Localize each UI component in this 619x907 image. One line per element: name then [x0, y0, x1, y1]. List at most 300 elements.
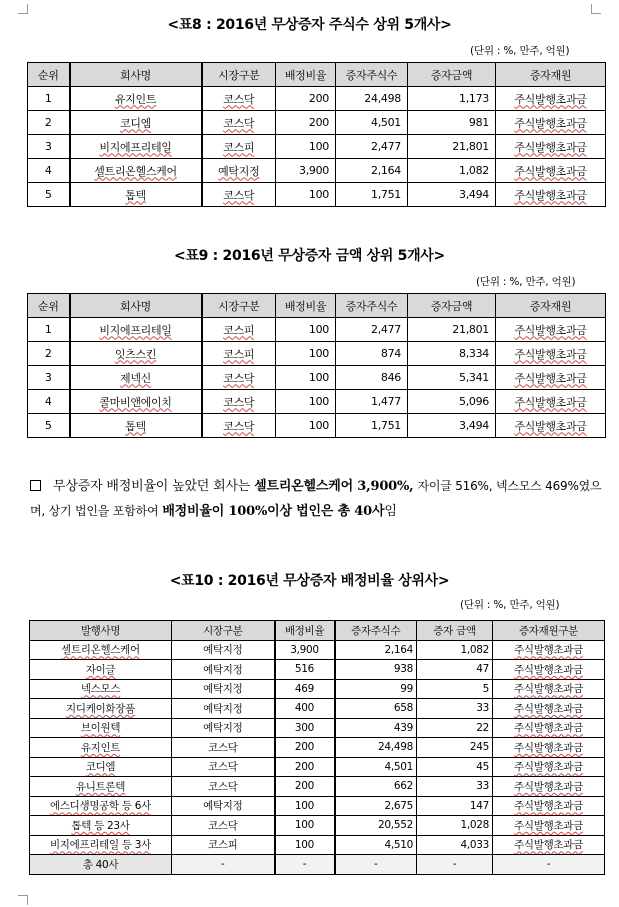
table-cell	[202, 414, 276, 438]
cell-text: 100	[294, 819, 315, 832]
table-cell	[30, 660, 172, 680]
cell-text: 1,173	[459, 92, 489, 105]
table-cell	[28, 390, 70, 414]
table-cell	[493, 679, 605, 699]
cell-text: 100	[308, 395, 329, 408]
table-row	[30, 718, 605, 738]
table-row	[30, 679, 605, 699]
table-cell	[202, 111, 276, 135]
table-cell	[275, 796, 335, 816]
cell-text: 제넥신	[120, 371, 151, 385]
table-cell	[336, 390, 408, 414]
cell-text: 21,801	[452, 140, 489, 153]
table-cell	[335, 855, 417, 875]
cell-text: 2	[44, 347, 52, 360]
cell-text: 439	[393, 721, 413, 734]
cell-text: 비지에프리테일	[99, 323, 172, 337]
cell-text: 톱텍	[125, 188, 146, 202]
cell-text: 516	[294, 663, 315, 676]
cell-text: 662	[393, 780, 413, 793]
table9-title: <표9 : 2016년 무상증자 금액 상위 5개사>	[174, 248, 445, 264]
table-cell	[493, 718, 605, 738]
table-cell	[417, 718, 493, 738]
cell-text: 400	[294, 702, 315, 715]
table-cell	[417, 757, 493, 777]
column-header: 순위	[28, 63, 70, 87]
table-cell	[335, 699, 417, 719]
table-cell	[275, 855, 335, 875]
cell-text: 1,477	[371, 395, 401, 408]
cell-text: 코스닥	[207, 761, 238, 774]
table-cell	[336, 159, 408, 183]
table-cell	[30, 757, 172, 777]
cell-text: 예탁지정	[203, 663, 243, 676]
cell-text: 코스닥	[207, 780, 238, 793]
table-cell	[417, 640, 493, 660]
cell-text: 21,801	[452, 323, 489, 336]
cell-text: 5	[44, 419, 52, 432]
cell-text: 3,900	[290, 643, 319, 656]
cell-text: 22	[476, 721, 489, 734]
cell-text: 45	[476, 760, 489, 773]
cell-text: 300	[294, 721, 315, 734]
table-row	[28, 366, 606, 390]
cell-text: 100	[308, 188, 329, 201]
cell-text: 2,477	[371, 323, 401, 336]
table-row	[28, 183, 606, 207]
cell-text: 코스피	[207, 839, 238, 852]
column-header: 증자금액	[408, 63, 496, 87]
column-header: 증자주식수	[335, 621, 417, 641]
table-cell	[496, 366, 606, 390]
table10-title: <표10 : 2016년 무상증자 배정비율 상위사>	[169, 573, 450, 589]
table-cell	[172, 660, 275, 680]
table-cell	[335, 679, 417, 699]
table-row	[28, 318, 606, 342]
table-cell	[496, 342, 606, 366]
cell-text: 주식발행초과금	[514, 839, 583, 852]
cell-text: 주식발행초과금	[514, 741, 583, 754]
cell-text: 코스닥	[223, 395, 255, 409]
table-cell	[417, 738, 493, 758]
table-cell	[493, 855, 605, 875]
page-corner-mark	[591, 4, 601, 14]
cell-text: 1,082	[460, 643, 489, 656]
cell-text: 100	[308, 347, 329, 360]
table-cell	[496, 183, 606, 207]
table-cell	[30, 777, 172, 797]
cell-text: 톱텍	[125, 419, 146, 433]
table-cell	[30, 855, 172, 875]
table-cell	[172, 835, 275, 855]
cell-text: 주식발행초과금	[514, 800, 583, 813]
cell-text: 잇츠스킨	[114, 347, 157, 361]
cell-text: 주식발행초과금	[514, 819, 583, 832]
table-cell	[493, 777, 605, 797]
cell-text: 주식발행초과금	[514, 663, 583, 676]
checkbox-bullet-icon	[30, 480, 41, 491]
cell-text: 브이원텍	[80, 722, 121, 735]
table-cell	[276, 87, 336, 111]
cell-text: 100	[308, 140, 329, 153]
cell-text: 예탁지정	[203, 683, 243, 696]
table-cell	[493, 738, 605, 758]
table-cell	[496, 87, 606, 111]
cell-text: 981	[468, 116, 489, 129]
table-row	[30, 640, 605, 660]
cell-text: 예탁지정	[203, 800, 243, 813]
table-cell	[28, 414, 70, 438]
cell-text: 2,164	[384, 643, 413, 656]
cell-text: 33	[476, 780, 489, 793]
cell-text: 4,510	[384, 838, 413, 851]
column-header: 증자 금액	[417, 621, 493, 641]
cell-text: 469	[294, 682, 315, 695]
cell-text: 100	[308, 323, 329, 336]
table-cell	[70, 183, 202, 207]
cell-text: 2,477	[371, 140, 401, 153]
cell-text: 주식발행초과금	[514, 683, 583, 696]
cell-text: 200	[294, 760, 315, 773]
table-cell	[493, 796, 605, 816]
table-row	[28, 87, 606, 111]
cell-text: 셀트리온헬스케어	[61, 644, 140, 657]
table-cell	[172, 757, 275, 777]
cell-text: 예탁지정	[203, 644, 243, 657]
cell-text: 20,552	[378, 819, 413, 832]
table-cell	[408, 318, 496, 342]
cell-text: 100	[308, 419, 329, 432]
table8-header	[28, 63, 606, 87]
table-cell	[70, 87, 202, 111]
column-header: 증자재원구분	[493, 621, 605, 641]
cell-text: 5	[44, 188, 52, 201]
table-cell	[493, 757, 605, 777]
table10-header	[30, 621, 605, 641]
cell-text: 예탁지정	[203, 702, 243, 715]
cell-text: 비지에프리테일 등 3사	[49, 839, 152, 852]
table-cell	[276, 111, 336, 135]
column-header: 배정비율	[276, 63, 336, 87]
cell-text: 유니트론텍	[75, 780, 126, 793]
table-cell	[335, 640, 417, 660]
table-cell	[408, 390, 496, 414]
cell-text: 주식발행초과금	[514, 419, 587, 433]
cell-text: 코스닥	[223, 188, 255, 202]
table-cell	[276, 159, 336, 183]
table-cell	[276, 135, 336, 159]
table-cell	[496, 390, 606, 414]
table-cell	[496, 111, 606, 135]
table-cell	[276, 318, 336, 342]
table-cell	[417, 660, 493, 680]
table8-unit: (단위 : %, 만주, 억원)	[470, 45, 570, 57]
table-cell	[275, 718, 335, 738]
table-cell	[70, 111, 202, 135]
cell-text: 비지에프리테일	[99, 140, 172, 154]
table-row	[30, 777, 605, 797]
table-cell	[408, 342, 496, 366]
table-cell	[202, 366, 276, 390]
table-cell	[276, 414, 336, 438]
cell-text: 1,751	[371, 419, 401, 432]
paragraph-bold-2: 배정비율이 100%이상 법인은 총 40사	[162, 504, 385, 519]
table-cell	[70, 159, 202, 183]
cell-text: 주식발행초과금	[514, 722, 583, 735]
table-cell	[335, 816, 417, 836]
table-cell	[496, 159, 606, 183]
column-header: 증자금액	[408, 294, 496, 318]
summary-paragraph	[30, 474, 605, 524]
table-cell	[30, 738, 172, 758]
table-cell	[30, 796, 172, 816]
cell-text: 코스닥	[223, 371, 255, 385]
cell-text: 주식발행초과금	[514, 371, 587, 385]
table-cell	[335, 835, 417, 855]
table-cell	[496, 135, 606, 159]
cell-text: 4	[44, 395, 52, 408]
column-header: 순위	[28, 294, 70, 318]
table-cell	[30, 699, 172, 719]
cell-text: -	[452, 858, 457, 871]
table-cell	[408, 159, 496, 183]
table-cell	[202, 318, 276, 342]
paragraph-prefix: 무상증자 배정비율이 높았던 회사는	[53, 479, 251, 494]
cell-text: -	[221, 858, 225, 871]
table-cell	[28, 135, 70, 159]
cell-text: 1,751	[371, 188, 401, 201]
cell-text: 200	[294, 780, 315, 793]
paragraph-bold-1: 셀트리온헬스케어 3,900%,	[254, 479, 414, 494]
column-header: 배정비율	[275, 621, 335, 641]
table-cell	[275, 835, 335, 855]
table-cell	[336, 111, 408, 135]
table-cell	[417, 835, 493, 855]
table-cell	[172, 699, 275, 719]
cell-text: 5,096	[459, 395, 489, 408]
cell-text: 33	[476, 702, 489, 715]
table-cell	[335, 738, 417, 758]
column-header: 배정비율	[276, 294, 336, 318]
table-cell	[70, 366, 202, 390]
cell-text: 874	[380, 347, 401, 360]
cell-text: 4,501	[384, 760, 413, 773]
cell-text: 주식발행초과금	[514, 702, 583, 715]
cell-text: 코스닥	[223, 116, 255, 130]
cell-text: 2,164	[371, 164, 401, 177]
column-header: 발행사명	[30, 621, 172, 641]
column-header: 증자주식수	[336, 294, 408, 318]
table-cell	[275, 757, 335, 777]
table-cell	[336, 414, 408, 438]
table-cell	[70, 390, 202, 414]
table-cell	[417, 855, 493, 875]
table-cell	[496, 414, 606, 438]
cell-text: 자이글	[85, 663, 116, 676]
table8-body	[28, 87, 606, 207]
table-row	[30, 816, 605, 836]
cell-text: 넥스모스	[80, 683, 121, 696]
table-cell	[335, 796, 417, 816]
cell-text: 658	[393, 702, 413, 715]
cell-text: 주식발행초과금	[514, 780, 583, 793]
column-header: 증자재원	[496, 294, 606, 318]
cell-text: 주식발행초과금	[514, 188, 587, 202]
cell-text: 2,675	[384, 799, 413, 812]
table-cell	[335, 660, 417, 680]
table-cell	[276, 342, 336, 366]
table-row	[28, 159, 606, 183]
table-cell	[417, 816, 493, 836]
cell-text: 1,028	[460, 819, 489, 832]
cell-text: 주식발행초과금	[514, 395, 587, 409]
cell-text: 주식발행초과금	[514, 140, 587, 154]
table-cell	[28, 342, 70, 366]
paragraph-suffix: 임	[384, 504, 397, 519]
table-cell	[493, 640, 605, 660]
table-cell	[28, 366, 70, 390]
cell-text: 100	[294, 838, 315, 851]
cell-text: 5	[482, 682, 489, 695]
table-cell	[417, 777, 493, 797]
table-cell	[275, 777, 335, 797]
table-cell	[275, 640, 335, 660]
table-cell	[408, 87, 496, 111]
cell-text: 코스닥	[223, 92, 255, 106]
table-cell	[275, 679, 335, 699]
column-header: 시장구분	[172, 621, 275, 641]
table-cell	[336, 135, 408, 159]
table10-unit: (단위 : %, 만주, 억원)	[460, 599, 560, 611]
table-cell	[336, 366, 408, 390]
cell-text: 24,498	[364, 92, 401, 105]
table-row	[30, 660, 605, 680]
table-row	[28, 111, 606, 135]
table-row	[30, 757, 605, 777]
table-cell	[172, 816, 275, 836]
table-row	[28, 342, 606, 366]
table-cell	[70, 342, 202, 366]
table-cell	[202, 87, 276, 111]
table-cell	[408, 135, 496, 159]
table-cell	[417, 699, 493, 719]
cell-text: 주식발행초과금	[514, 644, 583, 657]
column-header: 시장구분	[202, 63, 276, 87]
cell-text: 셀트리온헬스케어	[94, 164, 177, 178]
table9-header	[28, 294, 606, 318]
column-header: 증자주식수	[336, 63, 408, 87]
cell-text: 예탁지정	[218, 164, 260, 178]
table-cell	[172, 738, 275, 758]
cell-text: 4	[44, 164, 52, 177]
column-header: 증자재원	[496, 63, 606, 87]
table-cell	[30, 640, 172, 660]
cell-text: 주식발행초과금	[514, 116, 587, 130]
table-cell	[275, 816, 335, 836]
cell-text: 코스닥	[223, 419, 255, 433]
cell-text: 지디케이화장품	[66, 702, 135, 715]
cell-text: 코스피	[223, 140, 255, 154]
table-cell	[408, 111, 496, 135]
cell-text: 1	[44, 92, 52, 105]
column-header: 회사명	[70, 294, 202, 318]
table-cell	[28, 159, 70, 183]
cell-text: 주식발행초과금	[514, 92, 587, 106]
table-row	[30, 835, 605, 855]
table-cell	[336, 87, 408, 111]
cell-text: -	[546, 858, 551, 871]
table-cell	[336, 183, 408, 207]
table-cell	[28, 111, 70, 135]
table-cell	[276, 183, 336, 207]
table9-body	[28, 318, 606, 438]
cell-text: 1	[44, 323, 52, 336]
table-cell	[275, 738, 335, 758]
table-cell	[172, 679, 275, 699]
cell-text: 200	[294, 741, 315, 754]
table-row	[30, 699, 605, 719]
table9	[27, 293, 606, 438]
table-cell	[496, 318, 606, 342]
cell-text: 주식발행초과금	[514, 761, 583, 774]
cell-text: 200	[308, 116, 329, 129]
table-cell	[408, 414, 496, 438]
table-row	[28, 390, 606, 414]
table-cell	[202, 183, 276, 207]
cell-text: 100	[308, 371, 329, 384]
table-cell	[493, 835, 605, 855]
cell-text: 5,341	[459, 371, 489, 384]
table-cell	[417, 679, 493, 699]
table-cell	[172, 640, 275, 660]
cell-text: 에스디생명공학 등 6사	[49, 800, 152, 813]
table-cell	[336, 342, 408, 366]
page-corner-mark	[18, 4, 28, 14]
table-cell	[493, 699, 605, 719]
cell-text: 3,494	[459, 419, 489, 432]
table-cell	[336, 318, 408, 342]
cell-text: 주식발행초과금	[514, 347, 587, 361]
table-cell	[202, 342, 276, 366]
table-cell	[335, 757, 417, 777]
cell-text: 3,900	[299, 164, 329, 177]
table-cell	[202, 159, 276, 183]
table-cell	[30, 718, 172, 738]
cell-text: 콜마비앤에이치	[99, 395, 172, 409]
table-cell	[70, 318, 202, 342]
cell-text: -	[374, 858, 378, 871]
cell-text: 유지인트	[114, 92, 157, 106]
table-row	[30, 796, 605, 816]
table-cell	[493, 816, 605, 836]
table-cell	[30, 835, 172, 855]
table10-body	[30, 640, 605, 874]
cell-text: 147	[469, 799, 489, 812]
cell-text: 3	[44, 140, 52, 153]
cell-text: 24,498	[378, 741, 413, 754]
cell-text: 유지인트	[80, 741, 121, 754]
cell-text: 코스닥	[207, 741, 238, 754]
table-cell	[202, 390, 276, 414]
table-cell	[275, 699, 335, 719]
cell-text: 4,501	[371, 116, 401, 129]
cell-text: 코스피	[223, 347, 255, 361]
table-cell	[172, 796, 275, 816]
table-cell	[28, 318, 70, 342]
cell-text: 코스닥	[207, 819, 238, 832]
table-row	[30, 738, 605, 758]
table-cell	[408, 183, 496, 207]
